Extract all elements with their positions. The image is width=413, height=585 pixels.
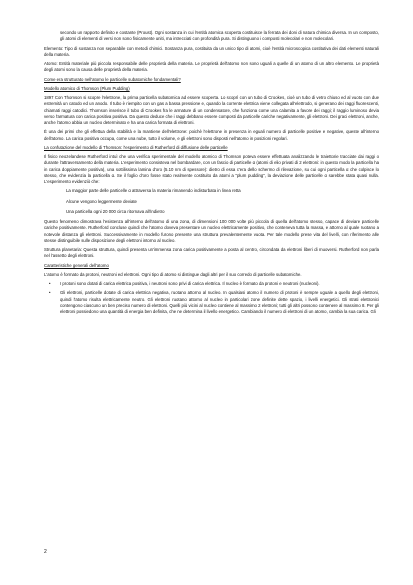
heading-thomson-model: Modello atomico di Thomson (Plum Pudding) (44, 85, 130, 91)
section-question: Come era strutturato nell'atomo le particelle subatomiche fondamentali? (44, 76, 181, 82)
paragraph-planetary-structure: Struttura planetaria: Questa struttura, quindi presenta un'immensa zona carica positivamente a posta al centro, circondata da elettroni liberi di muoversi. Rutherford non parla nel l'assetto degli elettroni. (44, 247, 379, 259)
paragraph-element-definition: Elemento: Tipo di sostanza non separabile con metodi chimici. Sostanza pura, costituita da un unico tipo di atomi, cioè l'entità microscopica costitutiva dei dati elementi naturali della materia. (44, 45, 379, 57)
paragraph-rutherford-experiment: Il fisico neozelandese Rutherford intuì che una verifica sperimentale del modello atomico di Thomson poteva essere effettuata analizzando le traiettorie tracciate dai raggi o durante l'attraversamento della materia. L'esperimento consisteva nel bombardare, con un fascio di particelle α (atomi di elio privati di 2 elettroni: in questo modo la particella ha in carica doppiamente positiva), una sottilissima lamina d'oro (5.10 nm di spessore): dietro di essa c'era dello schermo di rilevazione, su cui ogni particella α che colpisce lo stesso, che evidenzia la particella α. Se il foglio d'oro fosse stato realmente costituito da atomi a "plum pudding", la deviazione delle particelle α sarebbe stata quasi nulla. L'esperimento evidenziò che: (44, 154, 379, 184)
document-body (44, 30, 379, 318)
finding-item: Alcune vengono leggermente deviate (66, 198, 137, 204)
finding-item: Una particella ogni 20 000 circa ritornava all'indietro (66, 208, 165, 214)
paragraph-nucleus-conclusion: Questo fenomeno dimostrava l'esistenza all'interno dell'atomo di una zona, di dimensioni 100 000 volte più piccola di quella dell'atomo stesso, capace di deviare particelle cariche positivamente. Rutherford concluse quindi che l'atomo doveva presentare un nucleo elettricamente positivo, che conteneva tutta la massa, e attorno al quale ruotano a notevole distanza gli elettroni. Successivamente in modello furono presente una struttura prevalentemente vuota. Per tale modello prese vita del livelli, con riferimento alle stesse distinguibile sulle disposizione degli elettroni intorno al nucleo. (44, 219, 379, 243)
paragraph-compound-continuation: secondo un rapporto definito e costante (Proust). Ogni sostanza in cui l'entità atomica scoperta costituisce la ferrata dei doni di natura chimica diversa. In un composto, gli atomi di elementi di versi non sono fisicamente uniti, ma intrecciati con profondità pura. Si distinguono i composti molecolari e non molecolari. (60, 30, 379, 42)
paragraph-thomson-1897: 1897 Con Thomson si scopre l'elettrone, la prima particella subatomica ad essere scoperta. Lo scoprì con un tubo di Crookes, cioè un tubo di vetro chiuso ed al vuoto con due estremità un catodo ed un anodo. Il tubo è riempito con un gas a bassa pressione e, quando la corrente elettrica viene collegata all'elettrodo, si generano dei raggi fluorescenti, chiamati raggi catodici. Thomson inserisce il tubo di Crookes fra le armature di un condensatore, che funziona come una calamita a favore dei raggi; il raggio luminoso devia verso l'armatura con carica positiva positiva. Da questo deduce che i raggi debbano essere composti da particelle cariche negativamente, gli elettroni. Dei graci elettroni, anche, anche l'atomo abbia un nucleo determinato e ha una carica formata di elettroni. (44, 95, 379, 125)
paragraph-atom-definition: Atomo: Entità materiale più piccola responsabile delle proprietà della materia. Le proprietà dell'atomo non sono uguali a quelle di un atomo di un altro elemento. Le proprietà degli atomi sono la causa delle proprietà della materia. (44, 61, 379, 73)
list-item: • Gli elettroni, particelle dotate di carica elettrica negativa, ruotano attorno al nucleo. In qualsiasi atomo il numero di protoni è sempre uguale a quello degli elettroni, quindi l'atomo risulta elettricamente neutro. Gli elettroni ruotano attorno al nucleo in particolari zone definite dette spazio, i livelli energetici. Gli strati elettronici contengono ciascuno un ben preciso numero di elettroni. Quelli più vicini al nucleo contiene al massimo 2 elettroni; tutti gli altri possono contenere al massimo 8. Per gli elettroni possiedono una quantità di energia ben definita, che ne determina il livello energetico. Cambiando il numero di elettroni di un atomo, cambia la sua carica. Gli (44, 290, 379, 315)
page-number: 2 (44, 549, 47, 555)
bullet-list (44, 281, 379, 315)
finding-item: La maggior parte delle particelle α attraversa la materia rimanendo indisturbata in linea retta (66, 188, 241, 194)
list-item: • I protoni sono dotati di carica elettrica positiva, i neutroni sono privi di carica elettrica. Il nucleo è formato da protoni e neutroni (nucleoni). (44, 281, 379, 287)
heading-rutherford-experiment: La confutazione del modello di Thomson: l'esperimento di Rutherford di diffusione delle particelle (44, 144, 228, 150)
paragraph-thomson-model: È una dei primi che gli effettua della stabilità e la mantiene dell'elettrone: poichè l'elettrone in presenza in eguali numero di particelle positive e negative, queste all'interno dell'atomo. La carica positiva occupa, come una nube, tutto il volume, e gli elettroni sono disposti nell'atomo in posizioni regolari. (44, 129, 379, 141)
heading-atom-characteristics: Caratteristiche generali dell'atomo (44, 262, 109, 268)
experiment-findings (44, 188, 379, 215)
paragraph-atom-composition: L'atomo è formato da protoni, neutroni ed elettroni. Ogni tipo di atomo si distingue dagli altri per il suo corredo di particelle subatomiche. (44, 271, 302, 277)
